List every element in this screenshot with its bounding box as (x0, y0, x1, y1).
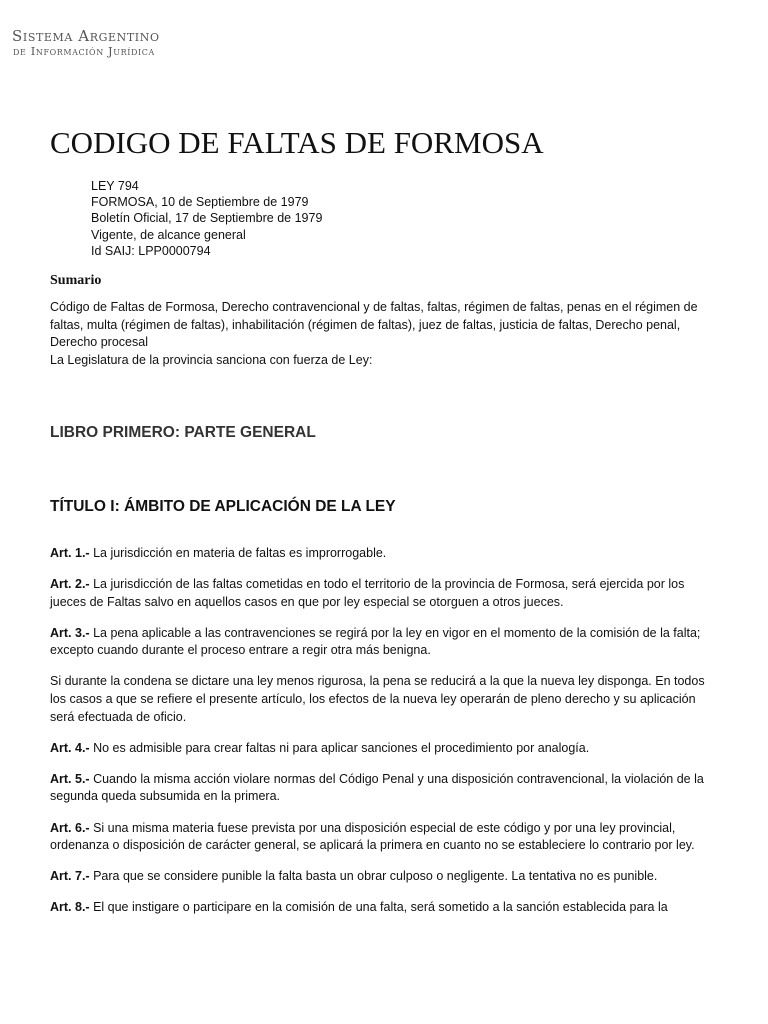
article-text: Para que se considere punible la falta basta un obrar culposo o negligente. La tentativa no es punible. (89, 869, 658, 884)
saij-id: Id SAIJ: LPP0000794 (91, 243, 211, 258)
article-text: La pena aplicable a las contravenciones se regirá por la ley en vigor en el momento de la comisión de la falta; excepto cuando durante el proceso entrare a regir otra más benigna. (50, 625, 701, 658)
article-label: Art. 5.- (50, 771, 90, 786)
sumario-section (50, 299, 718, 369)
sumario-heading: Sumario (50, 273, 102, 288)
article-6 (50, 820, 718, 855)
article-4 (50, 740, 718, 758)
article-1 (50, 545, 718, 563)
article-8 (50, 899, 718, 917)
articles-list (50, 545, 718, 930)
article-label: Art. 8.- (50, 900, 90, 915)
article-text: No es admisible para crear faltas ni para aplicar sanciones el procedimiento por analogía. (89, 740, 590, 755)
article-label: Art. 3.- (50, 625, 90, 640)
article-text: Cuando la misma acción violare normas del Código Penal y una disposición contravencional, la violación de la segunda queda subsumida en la primera. (50, 771, 704, 804)
article-5 (50, 771, 718, 806)
document-title: CODIGO DE FALTAS DE FORMOSA (50, 125, 544, 160)
law-date: FORMOSA, 10 de Septiembre de 1979 (91, 195, 309, 210)
official-bulletin-date: Boletín Oficial, 17 de Septiembre de 1979 (91, 211, 323, 226)
article-text: Si durante la condena se dictare una ley menos rigurosa, la pena se reducirá a la que la nueva ley disponga. En todos los casos a que se refiere el presente artículo, los efectos de la nueva ley operarán de pleno derecho y su aplicación será efectuada de oficio. (50, 674, 705, 724)
article-text: La jurisdicción de las faltas cometidas en todo el territorio de la provincia de Formosa, será ejercida por los jueces de Faltas salvo en aquellos casos en que por ley especial se otorguen a otros jueces. (50, 577, 685, 609)
article-7 (50, 868, 718, 886)
article-3 (50, 625, 718, 660)
article-label: Art. 7.- (50, 869, 90, 884)
sumario-keywords: Código de Faltas de Formosa, Derecho contravencional y de faltas, faltas, régimen de faltas, penas en el régimen de faltas, multa (régimen de faltas), inhabilitación (régimen de faltas), juez de faltas, justicia de faltas, Derecho penal, Derecho procesal (50, 300, 698, 350)
enactment-formula: La Legislatura de la provincia sanciona con fuerza de Ley: (50, 352, 373, 367)
article-label: Art. 6.- (50, 820, 90, 835)
law-metadata (91, 178, 322, 259)
article-label: Art. 4.- (50, 740, 90, 755)
title-heading: TÍTULO I: ÁMBITO DE APLICACIÓN DE LA LEY (50, 498, 396, 515)
saij-logo (12, 28, 160, 58)
article-3-paragraph-2 (50, 673, 718, 726)
article-2 (50, 576, 718, 611)
logo-line-1: Sistema Argentino (12, 27, 160, 45)
article-text: El que instigare o participare en la comisión de una falta, será sometido a la sanción establecida para la (89, 900, 668, 915)
law-status: Vigente, de alcance general (91, 227, 246, 242)
law-number: LEY 794 (91, 179, 139, 193)
article-label: Art. 2.- (50, 577, 90, 592)
logo-line-2: de Información Jurídica (13, 44, 155, 59)
article-label: Art. 1.- (50, 546, 90, 560)
article-text: Si una misma materia fuese prevista por una disposición especial de este código y por una ley provincial, ordenanza o disposición de carácter general, se aplicará la primera en cuanto no se estableciere lo contrario por ley. (50, 820, 695, 853)
book-heading: LIBRO PRIMERO: PARTE GENERAL (50, 424, 316, 441)
article-text: La jurisdicción en materia de faltas es improrrogable. (89, 546, 387, 560)
